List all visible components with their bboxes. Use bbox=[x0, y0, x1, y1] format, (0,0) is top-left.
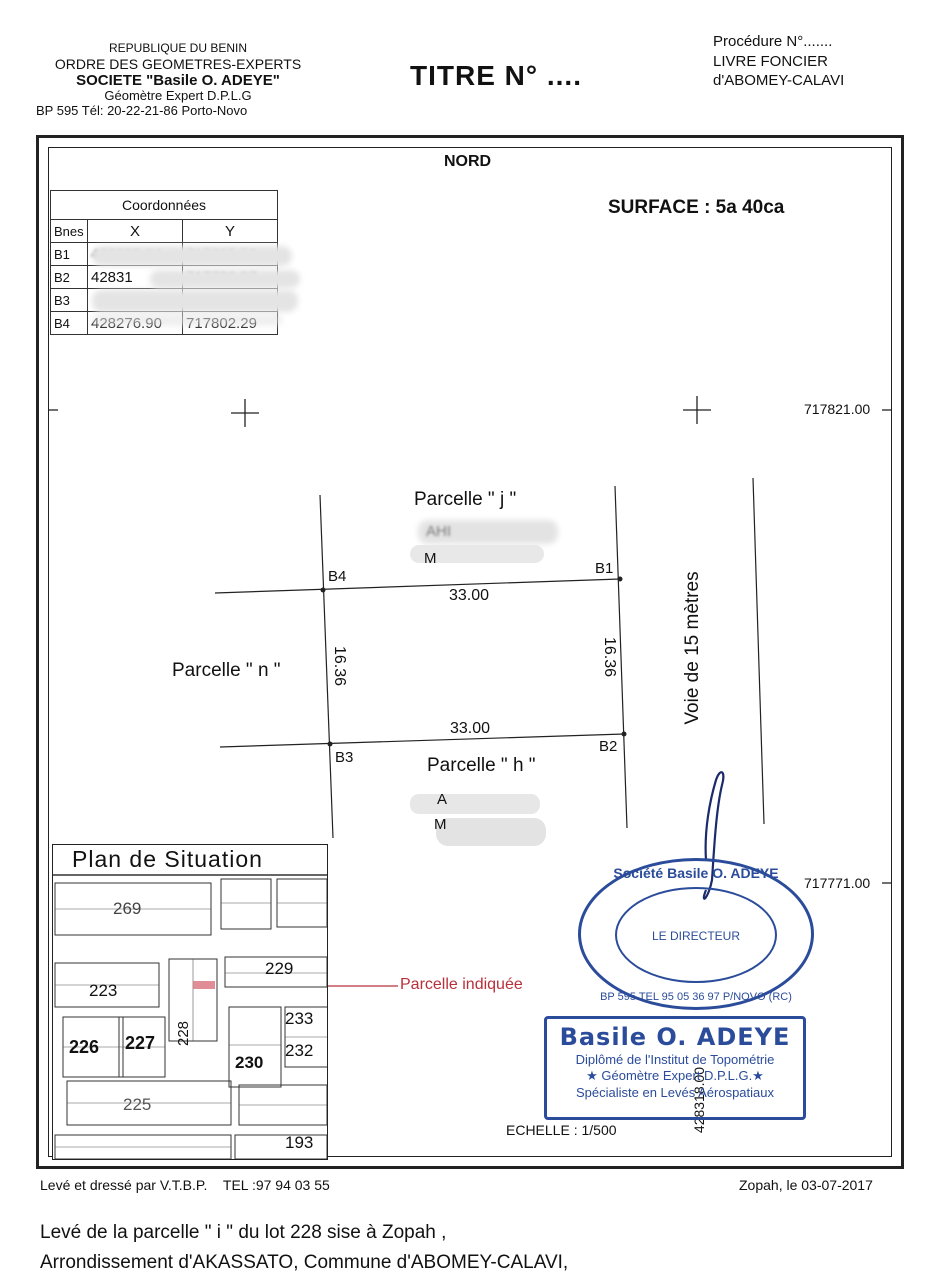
lot-226: 226 bbox=[69, 1037, 100, 1057]
boundary-b2: B2 bbox=[599, 738, 618, 755]
stamp-round-center: LE DIRECTEUR bbox=[651, 929, 740, 943]
voie-label: Voie de 15 mètres bbox=[682, 571, 703, 725]
lot-227: 227 bbox=[125, 1033, 156, 1053]
lot-233: 233 bbox=[285, 1009, 314, 1028]
dim-top: 33.00 bbox=[449, 587, 490, 604]
stamp-line2: ★ Géomètre Expert D.P.L.G.★ bbox=[586, 1068, 764, 1084]
stamp-name: Basile O. ADEYE bbox=[559, 1023, 791, 1051]
lieu-text: d'ABOMEY-CALAVI bbox=[713, 72, 845, 89]
lot-193: 193 bbox=[285, 1133, 314, 1152]
owner-h-line1: A bbox=[437, 791, 448, 808]
geometre-text: Géomètre Expert D.P.L.G bbox=[104, 88, 252, 104]
procedure-text: Procédure N°....... bbox=[713, 33, 833, 50]
livre-text: LIVRE FONCIER bbox=[713, 52, 829, 70]
table-row: B4 bbox=[51, 312, 278, 335]
company-round-stamp bbox=[578, 858, 814, 1010]
surface-label: SURFACE : 5a 40ca bbox=[608, 197, 785, 218]
situation-blocks bbox=[53, 845, 328, 1160]
col-y: Y bbox=[183, 220, 278, 243]
societe-text: SOCIETE "Basile O. ADEYE" bbox=[76, 71, 280, 89]
parcelle-h-label: Parcelle " h " bbox=[427, 755, 536, 776]
table-row: B2 42831 bbox=[51, 266, 278, 289]
scale-label: ECHELLE : 1/500 bbox=[506, 1122, 617, 1138]
leve-par-text: Levé et dressé par V.T.B.P. TEL :97 94 03 55 bbox=[40, 1177, 330, 1193]
owner-h-line2: M bbox=[434, 816, 447, 833]
stamp-line1: Diplômé de l'Institut de Topométrie bbox=[575, 1052, 775, 1067]
parcelle-n-label: Parcelle " n " bbox=[172, 660, 281, 681]
boundary-b1: B1 bbox=[595, 560, 614, 577]
lot-232: 232 bbox=[285, 1041, 314, 1060]
dim-right: 16.36 bbox=[601, 636, 618, 678]
lot-223: 223 bbox=[89, 981, 118, 1000]
owner-j-line2: M bbox=[424, 550, 437, 567]
date-text: Zopah, le 03-07-2017 bbox=[739, 1177, 873, 1193]
description-line1: Levé de la parcelle " i " du lot 228 sise à Zopah , bbox=[40, 1222, 447, 1243]
lot-225: 225 bbox=[123, 1095, 152, 1114]
surveyor-rect-stamp bbox=[544, 1016, 806, 1120]
coord-x-vertical: 428318.00 bbox=[691, 1066, 707, 1134]
stamp-round-top: Société Basile O. ADEYE bbox=[613, 865, 779, 881]
col-bnes: Bnes bbox=[51, 220, 88, 243]
lot-228: 228 bbox=[175, 1020, 193, 1047]
owner-j-line1: AHI bbox=[426, 523, 452, 540]
parcelle-j-label: Parcelle " j " bbox=[414, 489, 517, 510]
table-row: B1 bbox=[51, 243, 278, 266]
lot-229: 229 bbox=[265, 959, 294, 978]
boundary-b3: B3 bbox=[335, 749, 354, 766]
description-block bbox=[40, 1218, 568, 1279]
titre-heading: TITRE N° .... bbox=[410, 60, 582, 91]
description-line2: Arrondissement d'AKASSATO, Commune d'ABOMEY-CALAVI, bbox=[40, 1252, 569, 1274]
situation-map bbox=[52, 844, 328, 1160]
republique-text: REPUBLIQUE DU BENIN bbox=[108, 41, 248, 55]
tel-text: TEL :97 94 03 55 bbox=[222, 1177, 330, 1193]
situation-title: Plan de Situation bbox=[72, 846, 263, 872]
coord-top-right: 717821.00 bbox=[804, 401, 871, 417]
parcelle-indiquee-label: Parcelle indiquée bbox=[400, 976, 523, 993]
boundary-b4: B4 bbox=[328, 568, 347, 585]
coordinates-caption: Coordonnées bbox=[51, 191, 278, 220]
ordre-text: ORDRE DES GEOMETRES-EXPERTS bbox=[54, 55, 302, 72]
bp-text: BP 595 Tél: 20-22-21-86 Porto-Novo bbox=[36, 103, 248, 119]
lot-230: 230 bbox=[235, 1053, 264, 1072]
coord-bottom-right: 717771.00 bbox=[804, 875, 871, 891]
north-label: NORD bbox=[444, 153, 492, 170]
table-row: B3 bbox=[51, 289, 278, 312]
stamp-round-bottom: BP 595 TEL 95 05 36 97 P/NOVO (RC) bbox=[600, 991, 792, 1003]
stamp-line3: Spécialiste en Levés Aérospatiaux bbox=[575, 1084, 774, 1100]
lot-269: 269 bbox=[113, 899, 142, 918]
dim-left: 16.36 bbox=[331, 645, 348, 687]
col-x: X bbox=[88, 220, 183, 243]
stamp-inner-ring bbox=[615, 887, 777, 983]
dim-bottom: 33.00 bbox=[450, 720, 491, 737]
